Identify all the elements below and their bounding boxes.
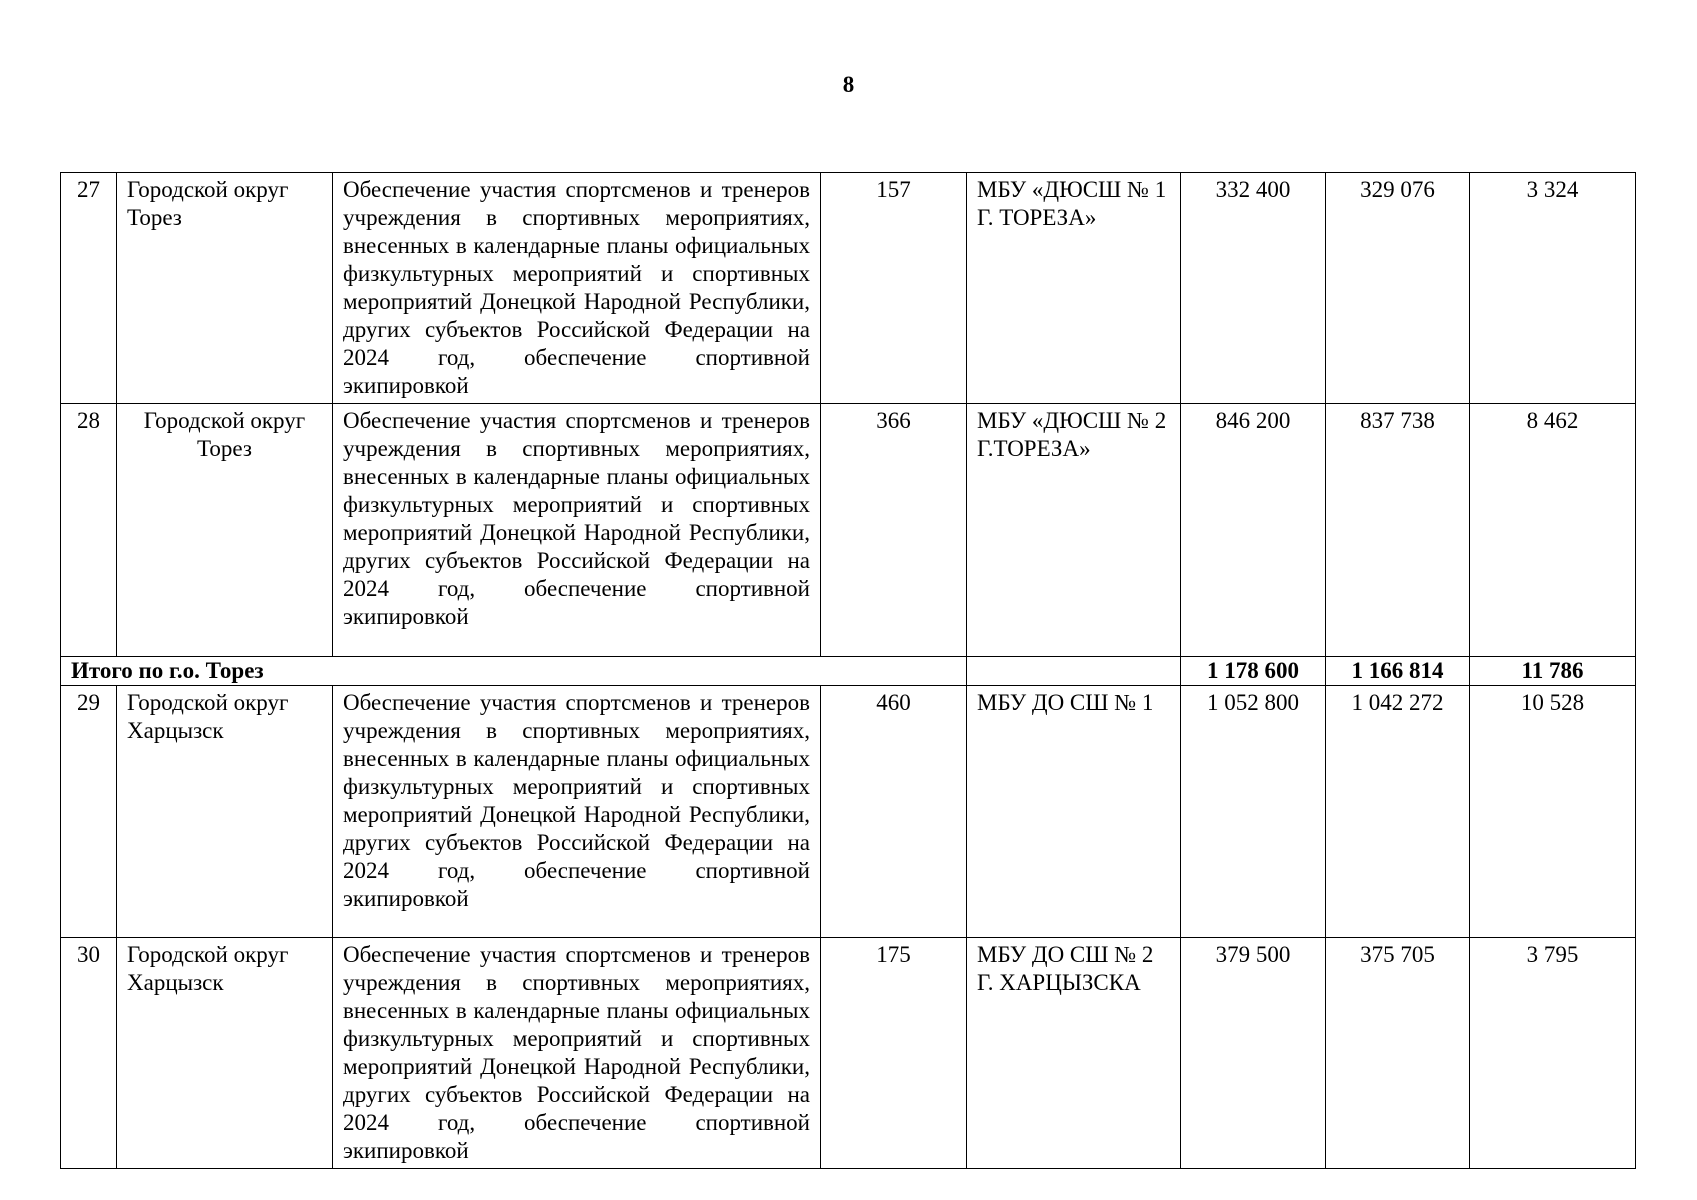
row-number: 27 [61, 173, 117, 404]
federal-amount-cell: 375 705 [1326, 938, 1470, 1169]
subtotal-federal-cell: 1 166 814 [1326, 657, 1470, 686]
description-cell: Обеспечение участия спортсменов и тренеров учреждения в спортивных мероприятиях, внесенных в календарные планы официальных физкультурных мероприятий и спортивных мероприятий Донецкой Народной Республики, других субъектов Российской Федерации на 2024 год, обеспечение спортивной экипировкой [333, 404, 821, 657]
page-number: 8 [842, 72, 855, 97]
district-cell: Городской округ Торез [117, 404, 333, 657]
federal-amount-cell: 837 738 [1326, 404, 1470, 657]
table-row [61, 938, 1636, 1169]
regional-amount-cell: 3 795 [1470, 938, 1636, 1169]
district-cell: Городской округ Харцызск [117, 686, 333, 938]
table-row [61, 404, 1636, 657]
row-number: 28 [61, 404, 117, 657]
participant-count-cell: 460 [821, 686, 967, 938]
district-cell: Городской округ Харцызск [117, 938, 333, 1169]
federal-amount-cell: 329 076 [1326, 173, 1470, 404]
funding-table [60, 172, 1636, 1169]
participant-count-cell: 175 [821, 938, 967, 1169]
total-amount-cell: 1 052 800 [1181, 686, 1326, 938]
total-amount-cell: 379 500 [1181, 938, 1326, 1169]
organization-cell: МБУ «ДЮСШ № 1 Г. ТОРЕЗА» [967, 173, 1181, 404]
regional-amount-cell: 8 462 [1470, 404, 1636, 657]
district-cell: Городской округ Торез [117, 173, 333, 404]
subtotal-empty-cell [967, 657, 1181, 686]
subtotal-row [61, 657, 1636, 686]
description-cell: Обеспечение участия спортсменов и тренеров учреждения в спортивных мероприятиях, внесенных в календарные планы официальных физкультурных мероприятий и спортивных мероприятий Донецкой Народной Республики, других субъектов Российской Федерации на 2024 год, обеспечение спортивной экипировкой [333, 686, 821, 938]
federal-amount-cell: 1 042 272 [1326, 686, 1470, 938]
row-number: 29 [61, 686, 117, 938]
subtotal-regional-cell: 11 786 [1470, 657, 1636, 686]
table-row [61, 173, 1636, 404]
total-amount-cell: 332 400 [1181, 173, 1326, 404]
row-number: 30 [61, 938, 117, 1169]
organization-cell: МБУ ДО СШ № 1 [967, 686, 1181, 938]
description-cell: Обеспечение участия спортсменов и тренеров учреждения в спортивных мероприятиях, внесенных в календарные планы официальных физкультурных мероприятий и спортивных мероприятий Донецкой Народной Республики, других субъектов Российской Федерации на 2024 год, обеспечение спортивной экипировкой [333, 938, 821, 1169]
organization-cell: МБУ ДО СШ № 2 Г. ХАРЦЫЗСКА [967, 938, 1181, 1169]
subtotal-label: Итого по г.о. Торез [61, 657, 967, 686]
subtotal-total-cell: 1 178 600 [1181, 657, 1326, 686]
organization-cell: МБУ «ДЮСШ № 2 Г.ТОРЕЗА» [967, 404, 1181, 657]
table-row [61, 686, 1636, 938]
participant-count-cell: 366 [821, 404, 967, 657]
regional-amount-cell: 10 528 [1470, 686, 1636, 938]
participant-count-cell: 157 [821, 173, 967, 404]
total-amount-cell: 846 200 [1181, 404, 1326, 657]
regional-amount-cell: 3 324 [1470, 173, 1636, 404]
description-cell: Обеспечение участия спортсменов и тренеров учреждения в спортивных мероприятиях, внесенных в календарные планы официальных физкультурных мероприятий и спортивных мероприятий Донецкой Народной Республики, других субъектов Российской Федерации на 2024 год, обеспечение спортивной экипировкой [333, 173, 821, 404]
